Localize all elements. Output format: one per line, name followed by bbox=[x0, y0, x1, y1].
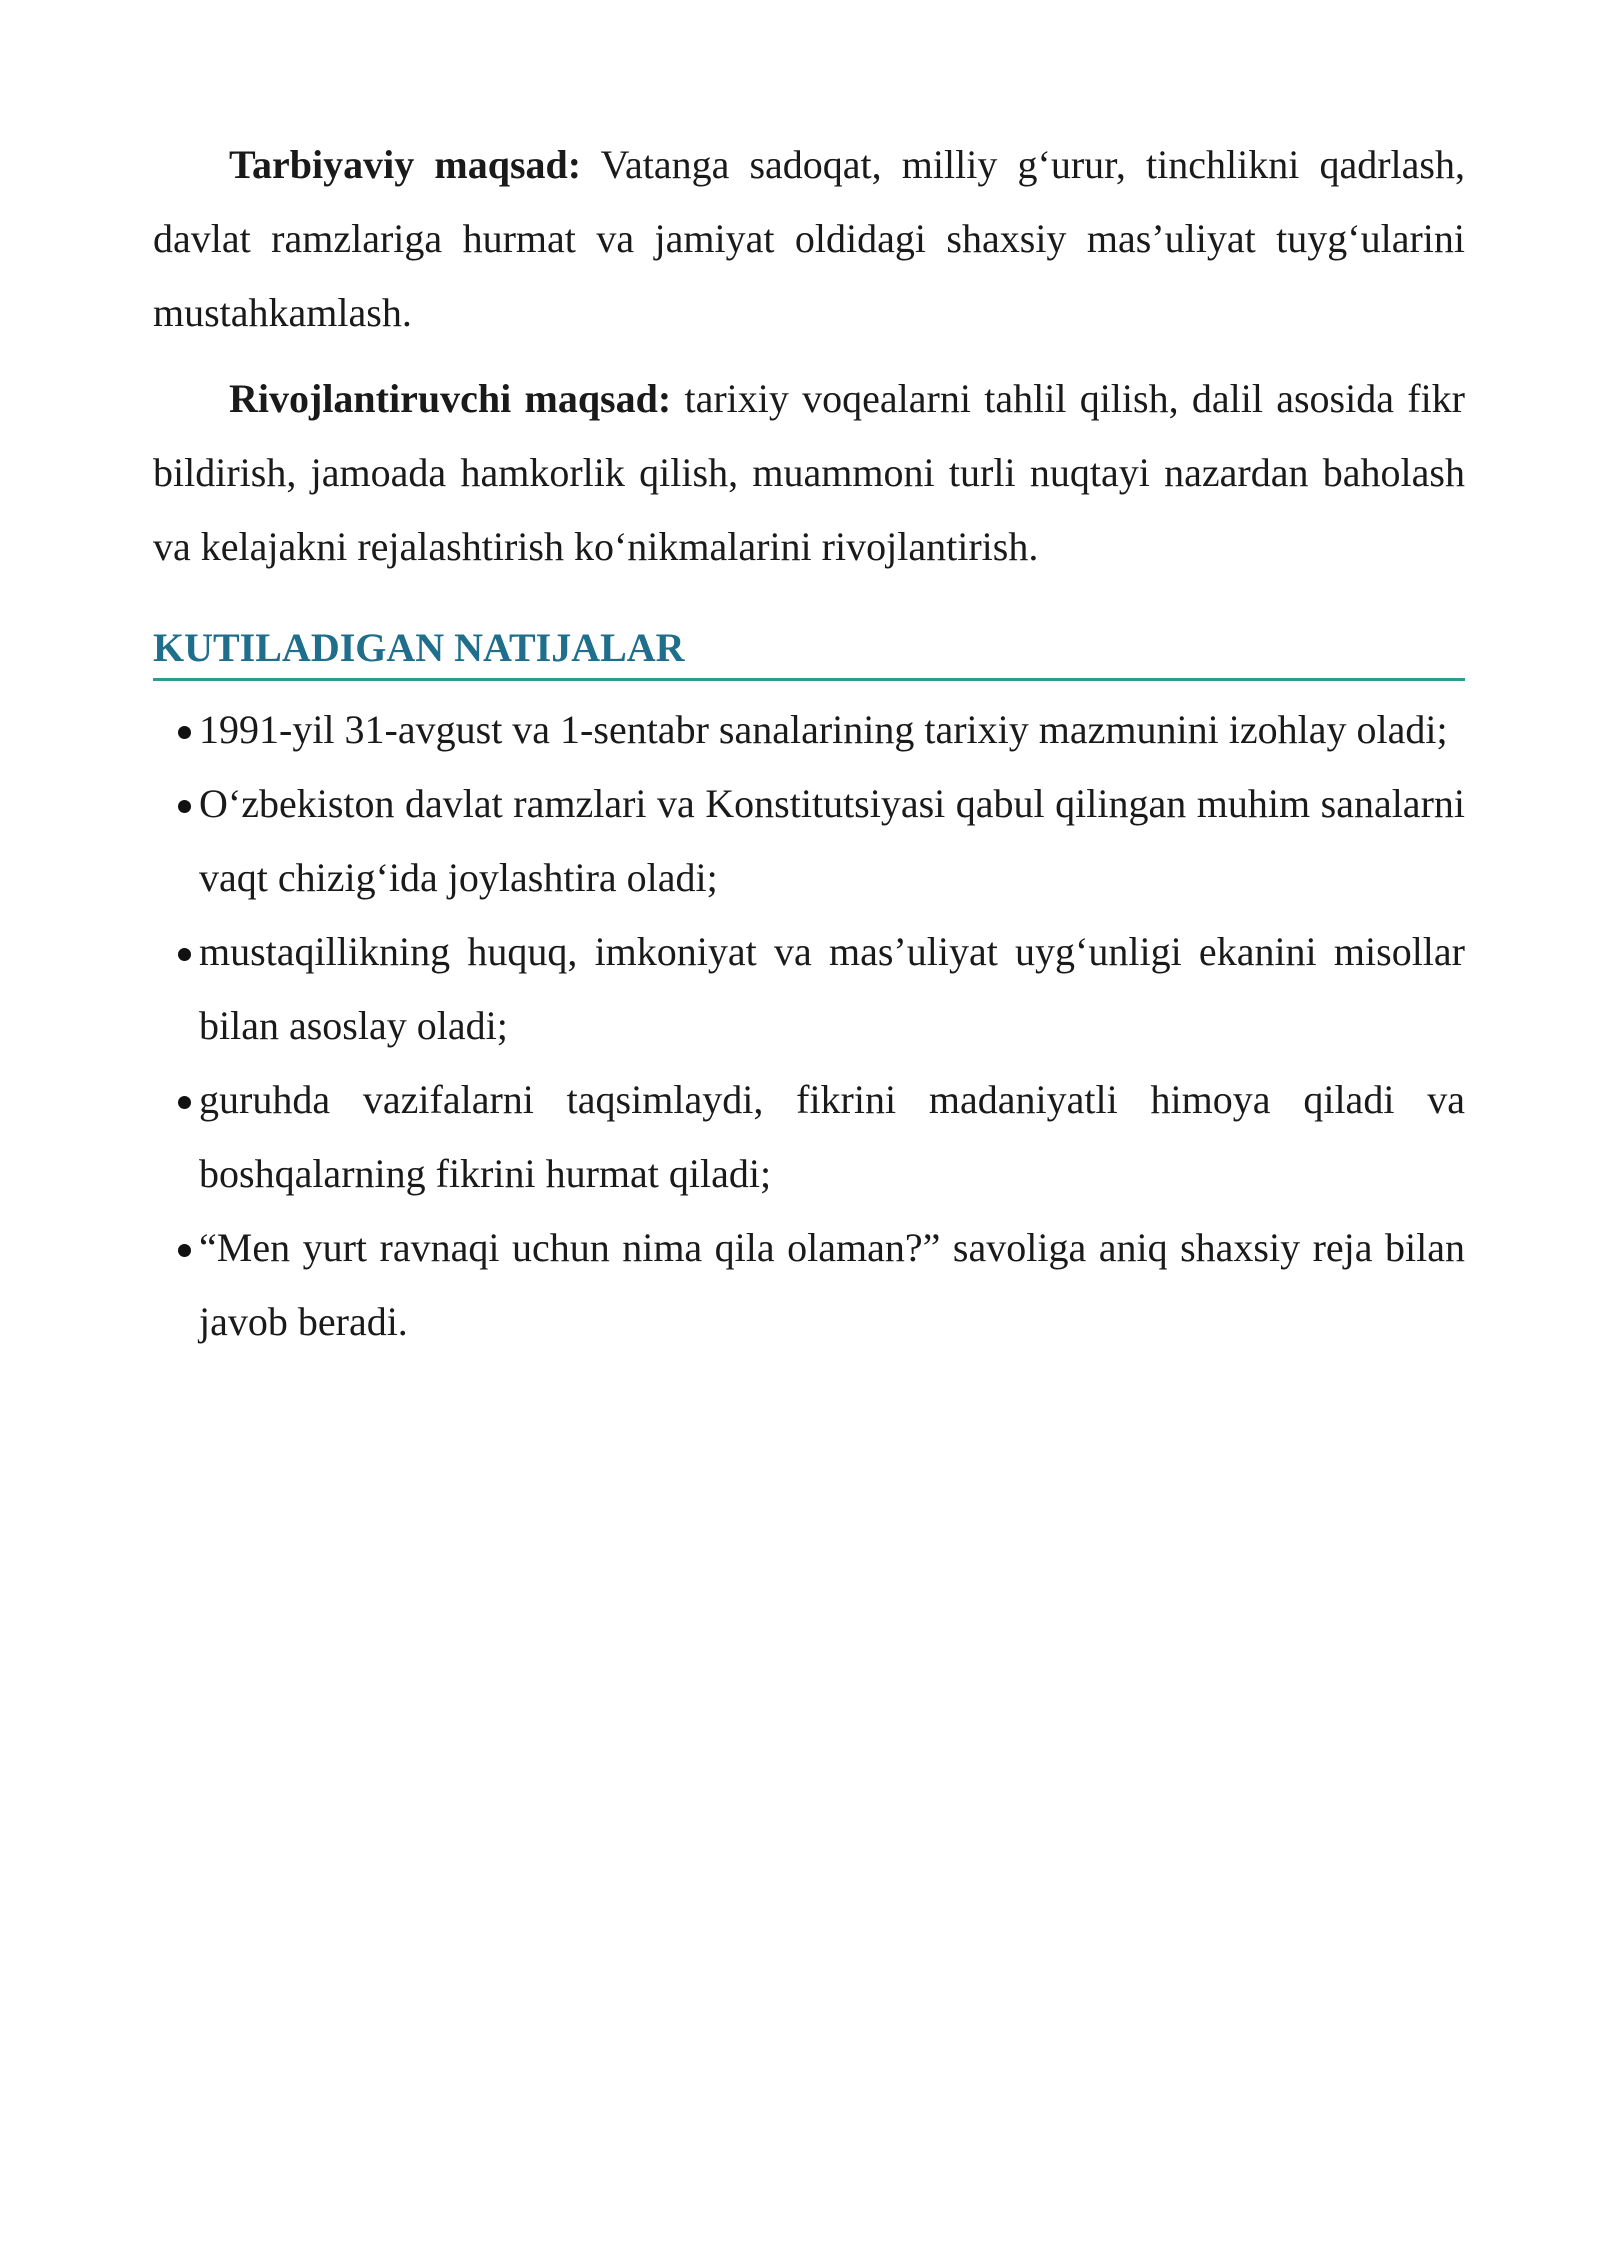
expected-outcomes-list bbox=[153, 693, 1465, 1359]
educational-goal-label: Tarbiyaviy maqsad: bbox=[229, 142, 582, 187]
bullet-icon bbox=[178, 800, 191, 813]
list-item bbox=[153, 1211, 1465, 1359]
educational-goal-paragraph bbox=[153, 128, 1465, 350]
bullet-icon bbox=[178, 1244, 191, 1257]
document-page bbox=[153, 128, 1465, 1359]
outcome-text: guruhda vazifalarni taqsimlaydi, fikrini madaniyatli himoya qiladi va boshqalarning fikrini hurmat qiladi; bbox=[199, 1077, 1465, 1196]
outcome-text: O‘zbekiston davlat ramzlari va Konstitutsiyasi qabul qilingan muhim sanalarni vaqt chizig‘ida joylashtira oladi; bbox=[199, 781, 1465, 900]
developmental-goal-paragraph bbox=[153, 362, 1465, 584]
outcome-text: mustaqillikning huquq, imkoniyat va mas’uliyat uyg‘unligi ekanini misollar bilan asoslay oladi; bbox=[199, 929, 1465, 1048]
educational-goal-text: Vatanga sadoqat, milliy g‘urur, tinchlikni qadrlash, davlat ramzlariga hurmat va jamiyat oldidagi shaxsiy mas’uliyat tuyg‘ularini mustahkamlash. bbox=[153, 142, 1465, 335]
outcome-text: “Men yurt ravnaqi uchun nima qila olaman?” savoliga aniq shaxsiy reja bilan javob beradi. bbox=[199, 1225, 1465, 1344]
expected-outcomes-heading: KUTILADIGAN NATIJALAR bbox=[153, 618, 1465, 681]
list-item bbox=[153, 915, 1465, 1063]
list-item bbox=[153, 1063, 1465, 1211]
developmental-goal-text: tarixiy voqealarni tahlil qilish, dalil asosida fikr bildirish, jamoada hamkorlik qilish, muammoni turli nuqtayi nazardan baholash va kelajakni rejalashtirish ko‘nikmalarini rivojlantirish. bbox=[153, 376, 1465, 569]
bullet-icon bbox=[178, 726, 191, 739]
bullet-icon bbox=[178, 948, 191, 961]
list-item bbox=[153, 767, 1465, 915]
bullet-icon bbox=[178, 1096, 191, 1109]
list-item bbox=[153, 693, 1465, 767]
developmental-goal-label: Rivojlantiruvchi maqsad: bbox=[229, 376, 672, 421]
outcome-text: 1991-yil 31-avgust va 1-sentabr sanalarining tarixiy mazmunini izohlay oladi; bbox=[199, 707, 1448, 752]
